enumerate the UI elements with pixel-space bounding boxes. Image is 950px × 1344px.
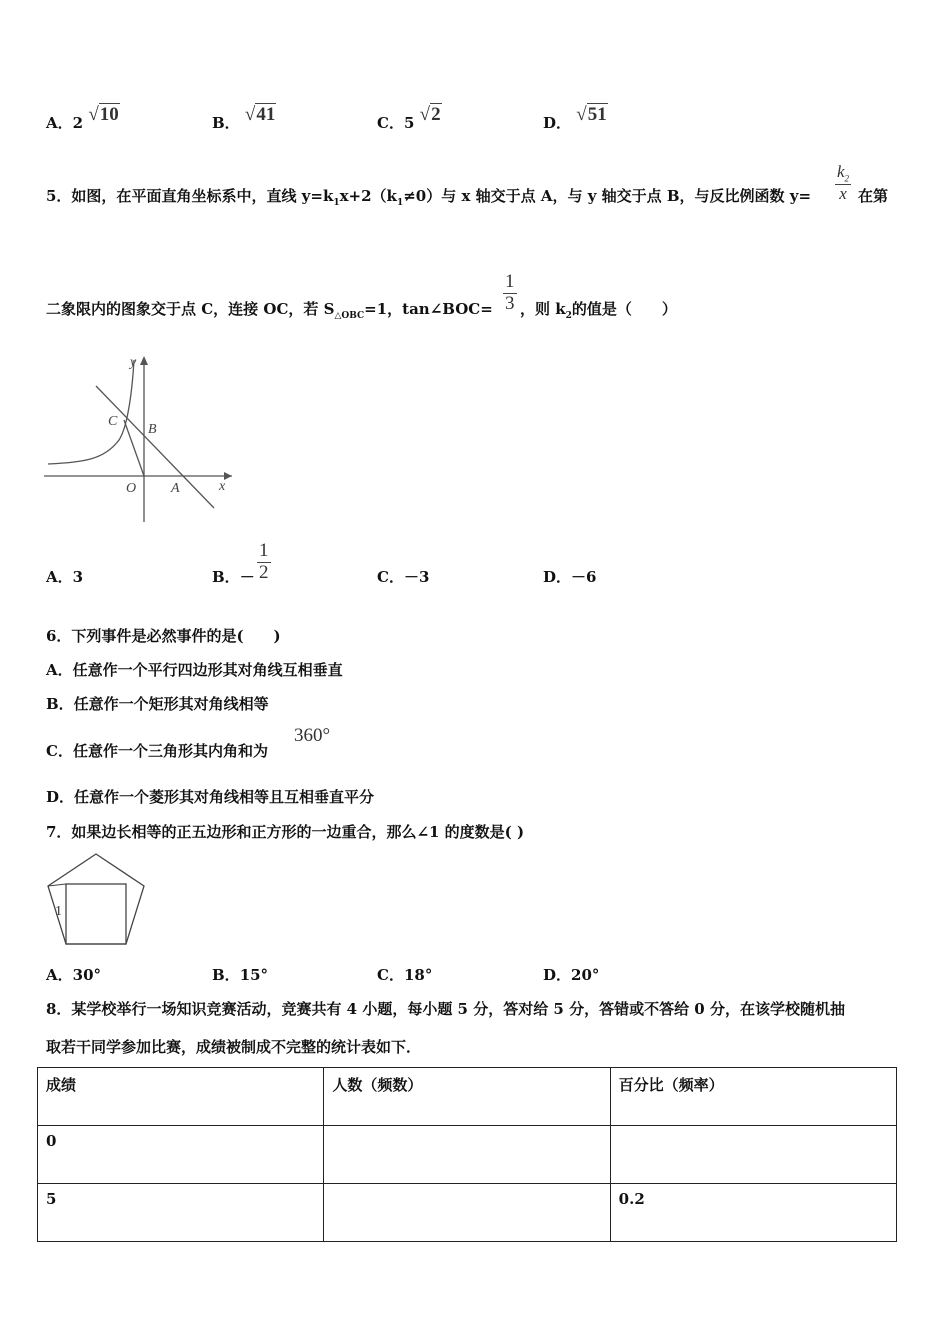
pentagon (48, 854, 144, 944)
q5-fraction-k2-over-x: $\frac{k_2}{x}$ (837, 162, 850, 204)
q6-option-c-value: 360° (294, 725, 331, 746)
table-cell: 0.2 (610, 1184, 896, 1242)
q7-option-d: D．20° (543, 966, 600, 984)
table-cell: 0 (38, 1126, 324, 1184)
q7-option-b: B．15° (212, 966, 269, 984)
q6-option-c: C．任意作一个三角形其内角和为 (46, 742, 268, 760)
header-count: 人数（频数） (324, 1068, 610, 1126)
q4-option-d: D． √51 (543, 104, 607, 132)
label-x: x (219, 479, 226, 494)
q8-statistics-table (37, 1067, 897, 1242)
q5-stem-line2-end: ，则 $k_2$的值是（ ） (520, 300, 677, 321)
table-cell (610, 1126, 896, 1184)
line-ab (96, 386, 214, 508)
sqrt-expression: √51 (576, 104, 607, 125)
q8-stem-line1: 8．某学校举行一场知识竞赛活动，竞赛共有 4 小题，每小题 5 分，答对给 5 分，答错或不答给 0 分，在该学校随机抽 (46, 1000, 845, 1018)
q6-stem: 6．下列事件是必然事件的是( ) (46, 627, 281, 645)
q7-option-c: C．18° (377, 966, 433, 984)
header-score: 成绩 (38, 1068, 324, 1126)
y-axis-arrow (140, 356, 148, 365)
square (66, 884, 126, 944)
table-row (38, 1184, 897, 1242)
angle-1-label: 1 (55, 904, 62, 919)
q5-option-b: B．－ (212, 568, 255, 586)
q4-option-a: A．2 √10 (46, 104, 119, 132)
label-b: B (148, 422, 157, 437)
q5-stem-line1: 5．如图，在平面直角坐标系中，直线 $y=k_1x+2(k_1\ne 0)$与 x 轴交于点 A，与 y 轴交于点 B，与反比例函数 y= (46, 187, 812, 208)
q5-stem-line1-end: 在第 (858, 187, 889, 205)
label-a: A (171, 481, 180, 496)
q6-option-b: B．任意作一个矩形其对角线相等 (46, 695, 269, 713)
q5-coordinate-graph (44, 350, 234, 528)
q5-option-a: A．3 (46, 568, 84, 586)
segment-oc (124, 420, 144, 476)
table-cell: 5 (38, 1184, 324, 1242)
q4-option-b: B． √41 (212, 104, 276, 132)
q7-stem: 7．如果边长相等的正五边形和正方形的一边重合，那么∠1 的度数是( ) (46, 823, 525, 841)
label-c: C (108, 414, 118, 429)
q4-option-c: C．5 √2 (377, 104, 441, 132)
q5-option-c: C．－3 (377, 568, 430, 586)
q5-option-d: D．－6 (543, 568, 597, 586)
q5-fraction-one-third: $\frac{1}{3}$ (505, 271, 515, 314)
header-percent: 百分比（频率） (610, 1068, 896, 1126)
q6-option-a: A．任意作一个平行四边形其对角线互相垂直 (46, 661, 343, 679)
q5-stem-line2: 二象限内的图象交于点 C，连接 OC，若 $S_{\triangle OBC}=1$，tan∠BOC= (46, 300, 493, 321)
label-o: O (126, 481, 137, 496)
sqrt-expression: √41 (244, 104, 276, 125)
label-y: y (130, 355, 137, 370)
sqrt-expression: √2 (419, 104, 441, 125)
table-cell (324, 1126, 610, 1184)
q8-stem-line2: 取若干同学参加比赛，成绩被制成不完整的统计表如下． (46, 1038, 422, 1056)
table-cell (324, 1184, 610, 1242)
q6-option-d: D．任意作一个菱形其对角线相等且互相垂直平分 (46, 788, 375, 806)
q7-pentagon-square-figure (44, 852, 148, 948)
sqrt-expression: √10 (88, 104, 119, 125)
q7-option-a: A．30° (46, 966, 102, 984)
table-header-row (38, 1068, 897, 1126)
q5-option-b-fraction: $\frac{1}{2}$ (259, 540, 269, 583)
table-row (38, 1126, 897, 1184)
